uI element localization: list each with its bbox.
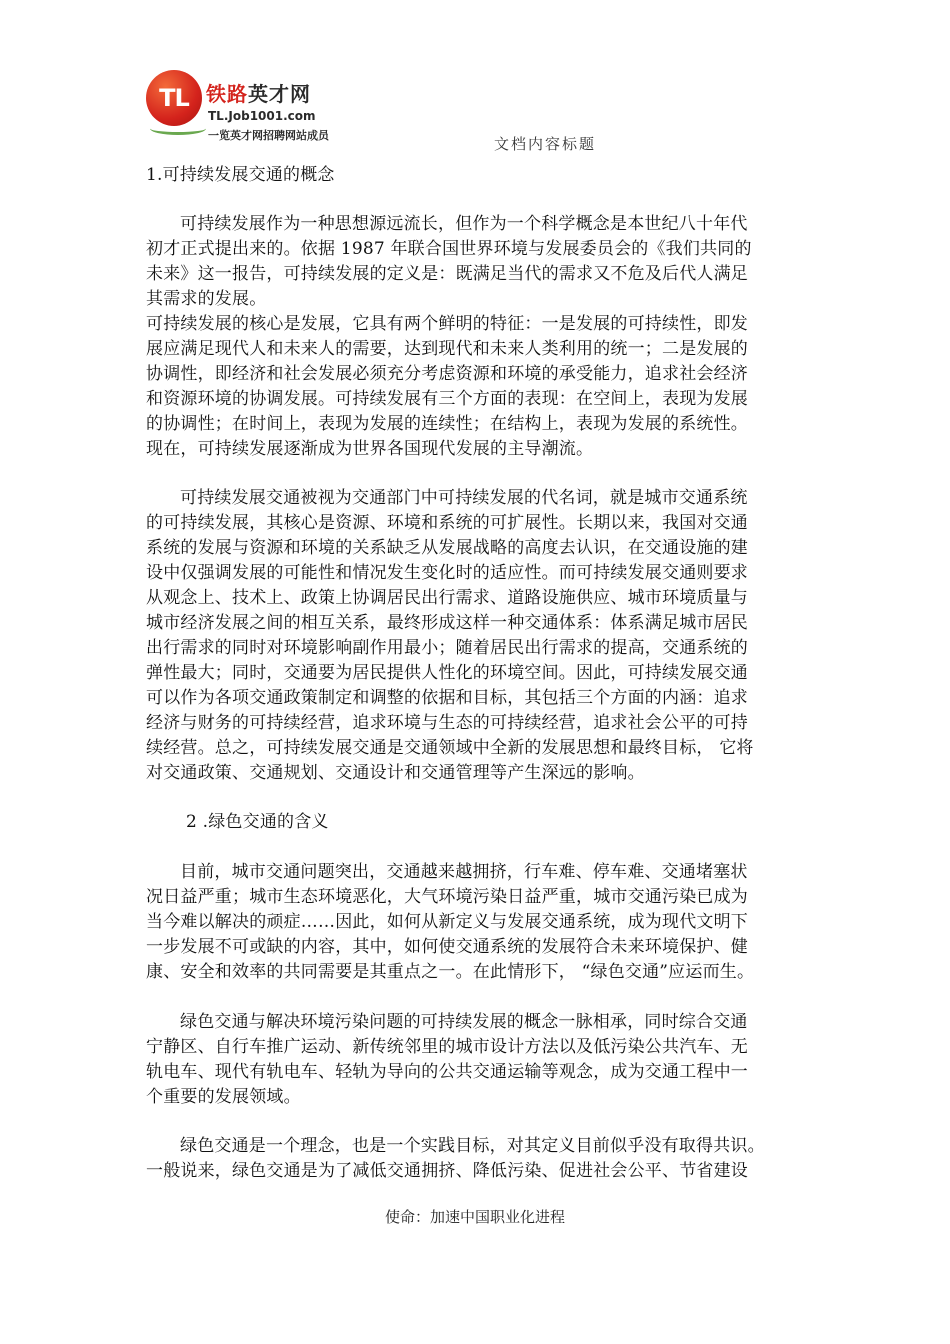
- section-heading: 1.可持续发展交通的概念: [146, 165, 335, 185]
- text-line: 从观念上、技术上、政策上协调居民出行需求、道路设施供应、城市环境质量与: [146, 588, 748, 608]
- text-line: 系统的发展与资源和环境的关系缺乏从发展战略的高度去认识，在交通设施的建: [146, 538, 748, 558]
- text-line: 设中仅强调发展的可能性和情况发生变化时的适应性。而可持续发展交通则要求: [146, 563, 748, 583]
- text-line: 一般说来，绿色交通是为了减低交通拥挤、降低污染、促进社会公平、节省建设: [146, 1161, 748, 1181]
- logo-slogan: 一览英才网招聘网站成员: [208, 129, 329, 142]
- text-line: 宁静区、自行车推广运动、新传统邻里的城市设计方法以及低污染公共汽车、无: [146, 1037, 748, 1057]
- logo-name-part1: 铁路: [206, 82, 248, 106]
- logo-mark: TL: [146, 70, 202, 126]
- text-line: 对交通政策、交通规划、交通设计和交通管理等产生深远的影响。: [146, 763, 645, 783]
- text-line: 弹性最大；同时，交通要为居民提供人性化的环境空间。因此，可持续发展交通: [146, 663, 748, 683]
- text-line: 个重要的发展领域。: [146, 1087, 301, 1107]
- text-line: 经济与财务的可持续经营，追求环境与生态的可持续经营，追求社会公平的可持: [146, 713, 748, 733]
- page-footer: 使命：加速中国职业化进程: [384, 1208, 565, 1226]
- logo-url: TL.Job1001.com: [208, 109, 316, 123]
- text-line: 绿色交通是一个理念，也是一个实践目标，对其定义目前似乎没有取得共识。: [180, 1136, 765, 1156]
- text-line: 可持续发展交通被视为交通部门中可持续发展的代名词，就是城市交通系统: [180, 488, 748, 508]
- text-line: 城市经济发展之间的相互关系，最终形成这样一种交通体系：体系满足城市居民: [146, 613, 748, 633]
- text-line: 可持续发展的核心是发展，它具有两个鲜明的特征：一是发展的可持续性，即发: [146, 314, 748, 334]
- text-line: 未来》这一报告，可持续发展的定义是：既满足当代的需求又不危及后代人满足: [146, 264, 748, 284]
- section-heading: 2 .绿色交通的含义: [186, 812, 329, 832]
- text-line: 和资源环境的协调发展。可持续发展有三个方面的表现：在空间上，表现为发展: [146, 389, 748, 409]
- text-line: 初才正式提出来的。依据 1987 年联合国世界环境与发展委员会的《我们共同的: [146, 239, 752, 259]
- text-line: 绿色交通与解决环境污染问题的可持续发展的概念一脉相承，同时综合交通: [180, 1012, 748, 1032]
- text-line: 轨电车、现代有轨电车、轻轨为导向的公共交通运输等观念，成为交通工程中一: [146, 1062, 748, 1082]
- text-line: 协调性，即经济和社会发展必须充分考虑资源和环境的承受能力，追求社会经济: [146, 364, 748, 384]
- text-line: 的协调性；在时间上，表现为发展的连续性；在结构上，表现为发展的系统性。: [146, 414, 748, 434]
- text-line: 康、安全和效率的共同需要是其重点之一。在此情形下， “绿色交通”应运而生。: [146, 962, 755, 982]
- page-header: 文档内容标题: [493, 135, 596, 153]
- text-line: 展应满足现代人和未来人的需要，达到现代和未来人类利用的统一；二是发展的: [146, 339, 748, 359]
- text-line: 一步发展不可或缺的内容，其中，如何使交通系统的发展符合未来环境保护、健: [146, 937, 748, 957]
- text-line: 当今难以解决的顽症……因此，如何从新定义与发展交通系统，成为现代文明下: [146, 912, 748, 932]
- text-line: 其需求的发展。: [146, 289, 267, 309]
- text-line: 可以作为各项交通政策制定和调整的依据和目标，其包括三个方面的内涵：追求: [146, 688, 748, 708]
- text-line: 的可持续发展，其核心是资源、环境和系统的可扩展性。长期以来，我国对交通: [146, 513, 748, 533]
- logo-name: [206, 78, 311, 107]
- logo-name-part2: 英才网: [248, 82, 311, 106]
- text-line: 现在，可持续发展逐渐成为世界各国现代发展的主导潮流。: [146, 439, 594, 459]
- text-line: 续经营。总之，可持续发展交通是交通领域中全新的发展思想和最终目标， 它将: [146, 738, 754, 758]
- text-line: 目前，城市交通问题突出，交通越来越拥挤，行车难、停车难、交通堵塞状: [180, 862, 748, 882]
- text-line: 出行需求的同时对环境影响副作用最小；随着居民出行需求的提高，交通系统的: [146, 638, 748, 658]
- text-line: 可持续发展作为一种思想源远流长，但作为一个科学概念是本世纪八十年代: [180, 214, 748, 234]
- text-line: 况日益严重；城市生态环境恶化，大气环境污染日益严重，城市交通污染已成为: [146, 887, 748, 907]
